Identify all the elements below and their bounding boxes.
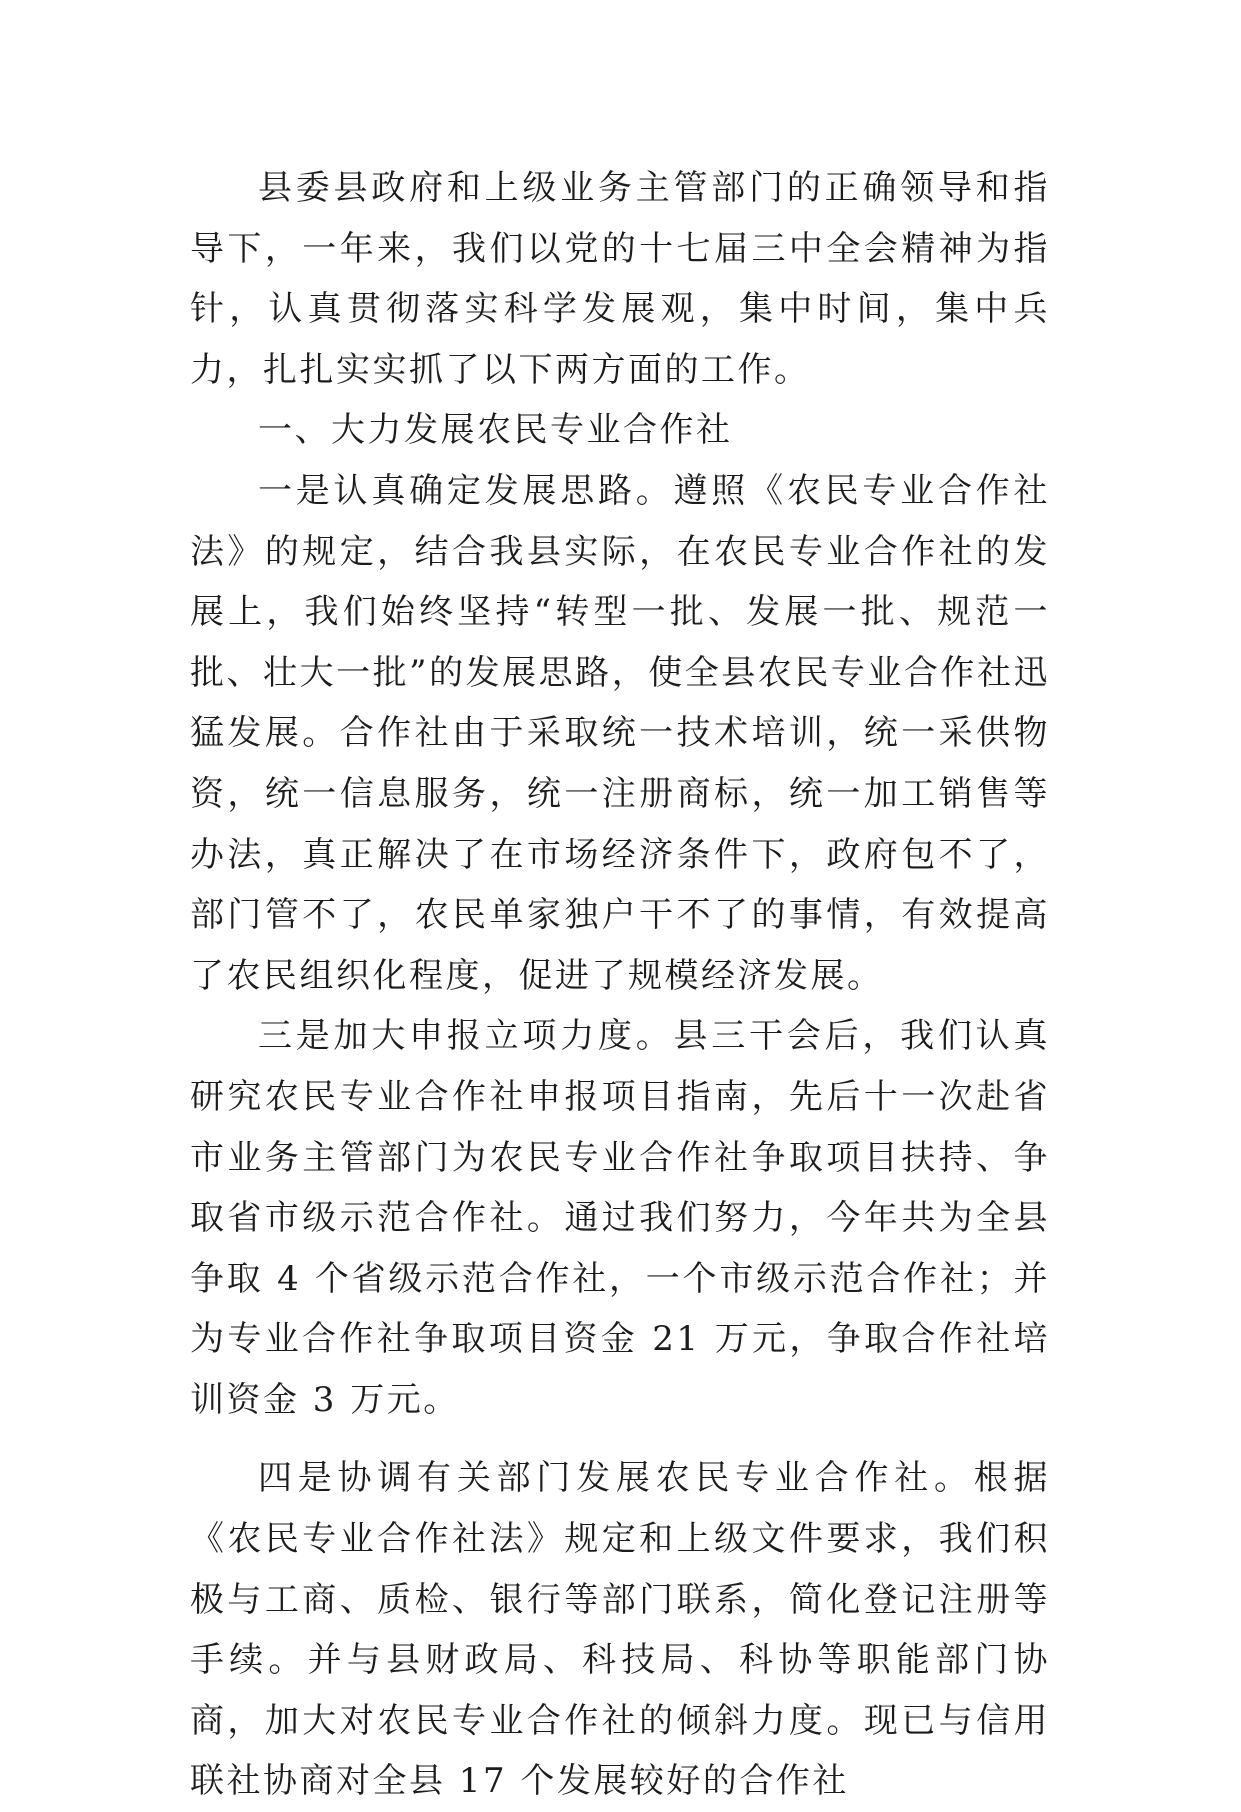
paragraph-intro: 县委县政府和上级业务主管部门的正确领导和指导下，一年来，我们以党的十七届三中全会精神为指针，认真贯彻落实科学发展观，集中时间，集中兵力，扎扎实实抓了以下两方面的工作。 [190,168,1050,390]
document-body [190,158,1050,1812]
section-heading: 一、大力发展农民专业合作社 [258,410,733,451]
paragraph-point-three: 三是加大申报立项力度。县三干会后，我们认真研究农民专业合作社申报项目指南，先后十一次赴省市业务主管部门为农民专业合作社争取项目扶持、争取省市级示范合作社。通过我们努力，今年共为全县争取 4 个省级示范合作社，一个市级示范合作社；并为专业合作社争取项目资金 21 万元，争取合作社培训资金 3 万元。 [190,1016,1050,1420]
paragraph-point-one: 一是认真确定发展思路。遵照《农民专业合作社法》的规定，结合我县实际，在农民专业合作社的发展上，我们始终坚持“转型一批、发展一批、规范一批、壮大一批”的发展思路，使全县农民专业合作社迅猛发展。合作社由于采取统一技术培训，统一采供物资，统一信息服务，统一注册商标，统一加工销售等办法，真正解决了在市场经济条件下，政府包不了，部门管不了，农民单家独户干不了的事情，有效提高了农民组织化程度，促进了规模经济发展。 [190,470,1050,996]
paragraph-point-four: 四是协调有关部门发展农民专业合作社。根据《农民专业合作社法》规定和上级文件要求，我们积极与工商、质检、银行等部门联系，简化登记注册等手续。并与县财政局、科技局、科协等职能部门协商，加大对农民专业合作社的倾斜力度。现已与信用联社协商对全县 17 个发展较好的合作社 [190,1458,1050,1802]
